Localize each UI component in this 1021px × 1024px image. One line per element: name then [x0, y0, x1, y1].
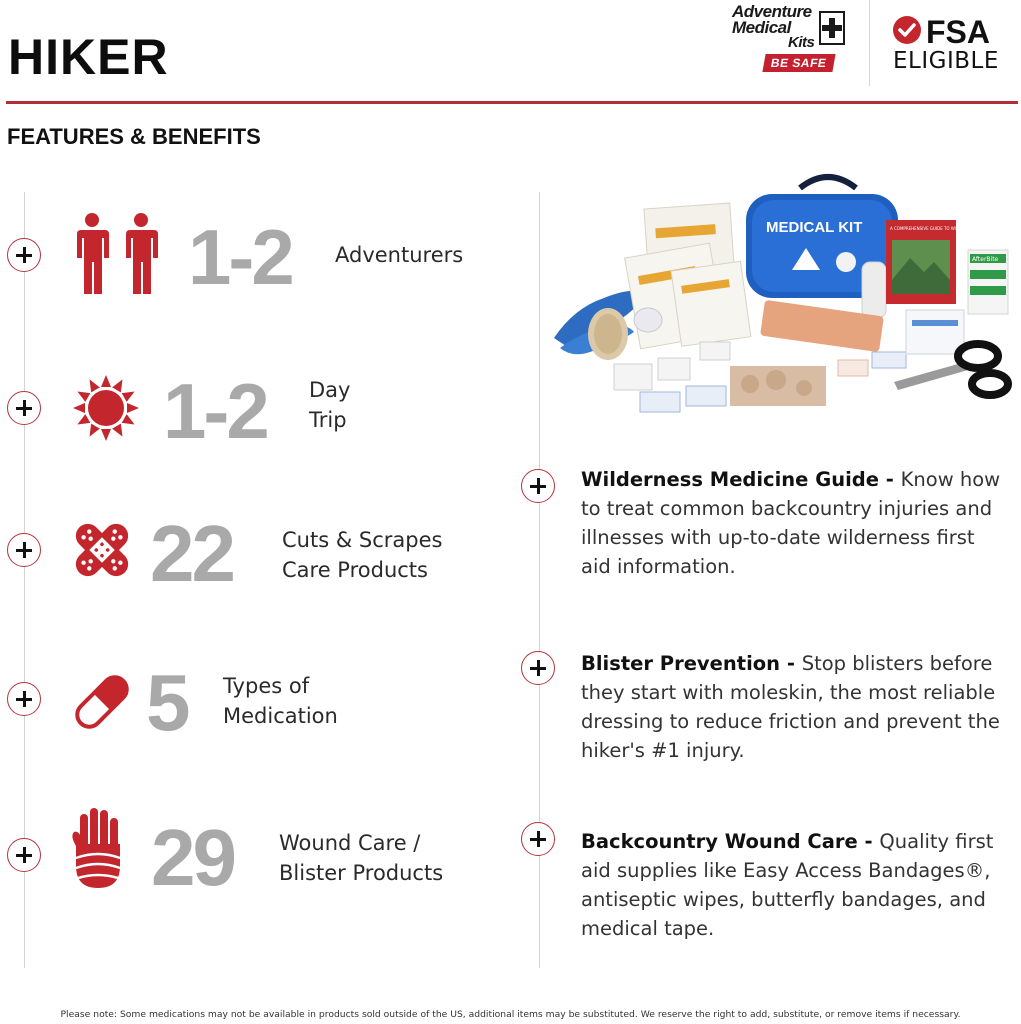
header-divider — [869, 0, 870, 86]
stat-label-line2: Blister Products — [279, 861, 444, 885]
page-title: HIKER — [8, 29, 169, 85]
benefit-text: Stop blisters before they start with moleskin, the most reliable dressing to reduce friction and prevent the hiker's #1 injury. — [581, 652, 1000, 762]
stat-number: 29 — [151, 813, 234, 902]
stat-number: 22 — [150, 509, 233, 598]
sun-icon — [72, 374, 140, 442]
stat-label-line1: Wound Care / — [279, 831, 421, 855]
fsa-sublabel: ELIGIBLE — [893, 48, 999, 74]
book-title: A COMPREHENSIVE GUIDE TO WILDERNESS MEDICINE — [890, 226, 999, 231]
bag-label: MEDICAL KIT — [766, 219, 863, 236]
header-rule — [6, 101, 1018, 104]
logo-line-1: Adventure — [732, 2, 812, 21]
plus-icon — [521, 822, 555, 856]
stat-label-line2: Care Products — [282, 558, 428, 582]
bandaged-hand-icon — [70, 808, 130, 892]
logo-badge: BE SAFE — [762, 54, 835, 72]
plus-icon — [7, 682, 41, 716]
packet-brand: AfterBite — [972, 256, 999, 263]
benefit-title: Blister Prevention - — [581, 652, 802, 675]
product-photo — [550, 170, 1016, 420]
plus-icon — [7, 391, 41, 425]
benefit-title: Backcountry Wound Care - — [581, 830, 880, 853]
benefit-text: Know how to treat common backcountry injuries and illnesses with up-to-date wilderness first aid information. — [581, 468, 1001, 578]
check-circle-icon — [892, 15, 922, 45]
plus-icon — [521, 651, 555, 685]
benefit-blister-prevention — [581, 649, 1006, 765]
brand-logo — [722, 2, 854, 80]
section-title: FEATURES & BENEFITS — [7, 124, 261, 149]
plus-icon — [7, 838, 41, 872]
stat-label-line2: Medication — [223, 704, 338, 728]
benefit-text: Quality first aid supplies like Easy Access Bandages®, antiseptic wipes, butterfly bandages, and medical tape. — [581, 830, 994, 940]
stat-label-line1: Types of — [223, 674, 310, 698]
plus-icon — [7, 533, 41, 567]
fsa-label: FSA — [926, 14, 990, 50]
benefit-title: Wilderness Medicine Guide - — [581, 468, 901, 491]
stat-number: 1-2 — [163, 367, 267, 455]
people-icon — [70, 212, 164, 298]
logo-line-3: Kits — [788, 34, 815, 51]
bandage-icon — [70, 518, 134, 582]
pill-icon — [70, 670, 134, 734]
benefit-wilderness-guide — [581, 465, 1006, 581]
plus-icon — [7, 238, 41, 272]
stat-number: 1-2 — [188, 213, 292, 301]
stat-label-line1: Adventurers — [335, 243, 464, 267]
stat-number: 5 — [146, 658, 188, 747]
footnote: Please note: Some medications may not be available in products sold outside of the US, additional items may be substituted. We reserve the right to add, substitute, or remove items if necessary. — [60, 1009, 961, 1020]
first-aid-box-icon — [818, 8, 848, 48]
stat-label-line1: Cuts & Scrapes — [282, 528, 443, 552]
benefit-wound-care — [581, 827, 1006, 943]
fsa-eligible-badge — [890, 12, 1010, 82]
logo-line-2: Medical — [732, 18, 791, 37]
plus-icon — [521, 469, 555, 503]
stat-label-line2: Trip — [309, 408, 347, 432]
stat-label-line1: Day — [309, 378, 351, 402]
